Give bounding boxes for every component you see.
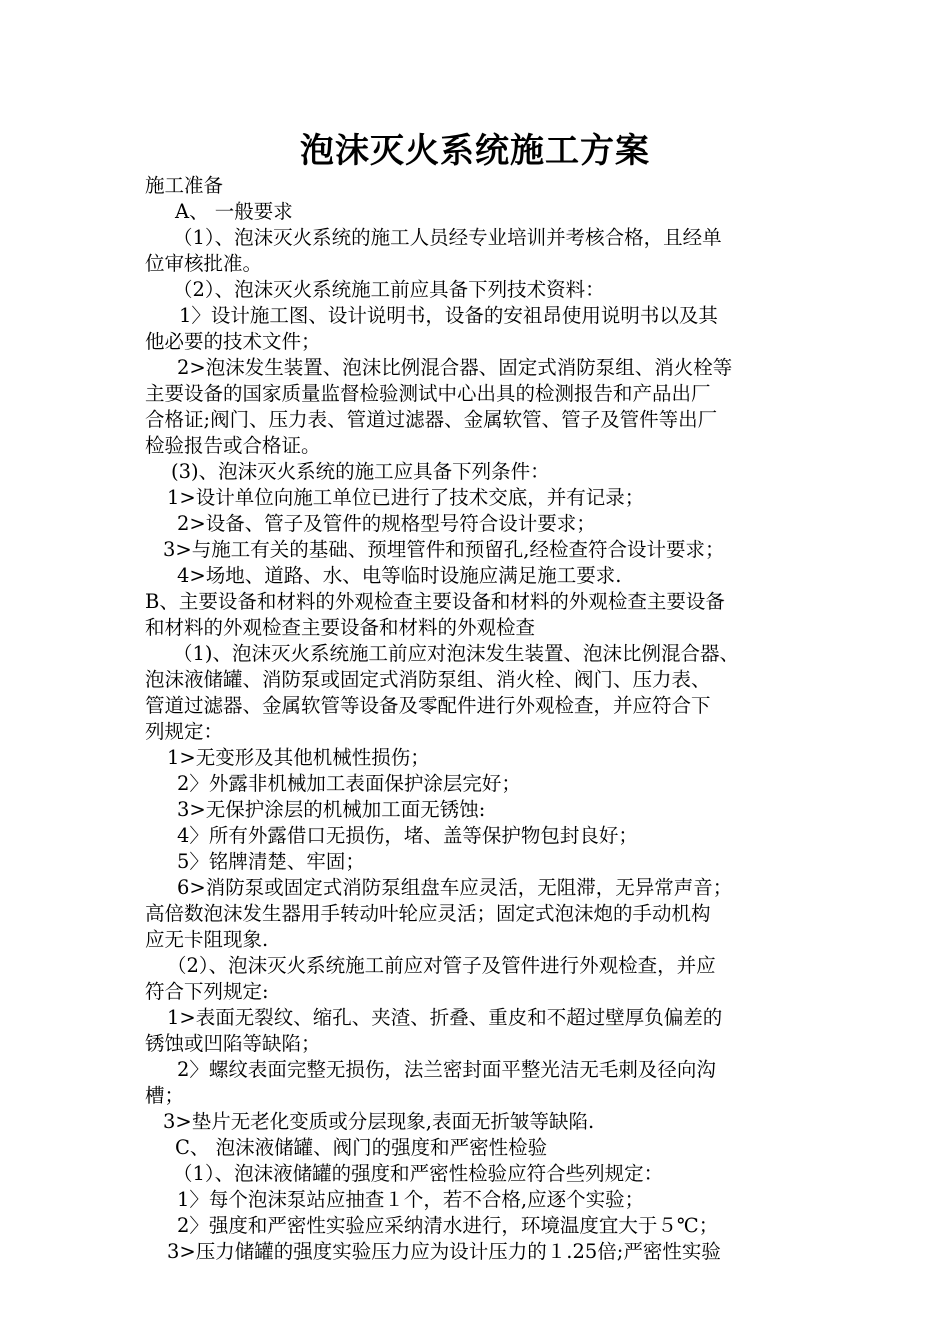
text-line: （1)、泡沫灭火系统施工前应对泡沫发生装置、泡沫比例混合器、 (173, 642, 740, 665)
text-line: 1〉设计施工图、设计说明书，设备的安祖昂使用说明书以及其 (179, 304, 718, 327)
document-body (145, 173, 825, 1265)
text-line: 3>与施工有关的基础、预埋管件和预留孔,经检查符合设计要求； (163, 538, 725, 561)
text-line: A、 一般要求 (175, 200, 293, 223)
text-line: (3)、泡沫灭火系统的施工应具备下列条件： (171, 460, 550, 483)
text-line: 6>消防泵或固定式消防泵组盘车应灵活，无阻滞，无异常声音； (177, 876, 733, 899)
text-line: 4〉所有外露借口无损伤，堵、盖等保护物包封良好； (177, 824, 638, 847)
text-line: 3>压力储罐的强度实验压力应为设计压力的１.25倍;严密性实验 (167, 1240, 721, 1263)
text-line: C、 泡沫液储罐、阀门的强度和严密性检验 (175, 1136, 548, 1159)
text-line: 他必要的技术文件； (145, 330, 321, 353)
text-line: 3>无保护涂层的机械加工面无锈蚀: (177, 798, 486, 821)
text-line: 2〉螺纹表面完整无损伤，法兰密封面平整光洁无毛刺及径向沟 (177, 1058, 716, 1081)
text-line: 1>设计单位向施工单位已进行了技术交底，并有记录； (167, 486, 645, 509)
text-line: （1）、泡沫灭火系统的施工人员经专业培训并考核合格，且经单 (173, 226, 722, 249)
text-line: 符合下列规定: (145, 980, 269, 1003)
text-line: 2〉强度和严密性实验应采纳清水进行，环境温度宜大于５℃； (177, 1214, 719, 1237)
text-line: 1>表面无裂纹、缩孔、夹渣、折叠、重皮和不超过壁厚负偏差的 (167, 1006, 723, 1029)
text-line: 施工准备 (145, 174, 224, 197)
text-line: 高倍数泡沫发生器用手转动叶轮应灵活；固定式泡沫炮的手动机构 (145, 902, 711, 925)
text-line: 合格证;阀门、压力表、管道过滤器、金属软管、管子及管件等出厂 (145, 408, 718, 431)
text-line: 主要设备的国家质量监督检验测试中心出具的检测报告和产品出厂 (145, 382, 711, 405)
text-line: 和材料的外观检查主要设备和材料的外观检查 (145, 616, 536, 639)
text-line: 管道过滤器、金属软管等设备及零配件进行外观检查，并应符合下 (145, 694, 711, 717)
text-line: 2〉外露非机械加工表面保护涂层完好； (177, 772, 521, 795)
text-line: 1>无变形及其他机械性损伤； (167, 746, 430, 769)
text-line: B、主要设备和材料的外观检查主要设备和材料的外观检查主要设备 (145, 590, 725, 613)
text-line: 1〉每个泡沫泵站应抽查１个，若不合格,应逐个实验； (177, 1188, 645, 1211)
text-line: 2>设备、管子及管件的规格型号符合设计要求； (177, 512, 596, 535)
text-line: 槽； (145, 1084, 185, 1107)
text-line: 3>垫片无老化变质或分层现象,表面无折皱等缺陷. (163, 1110, 595, 1133)
text-line: 2>泡沫发生装置、泡沫比例混合器、固定式消防泵组、消火栓等 (177, 356, 733, 379)
text-line: 位审核批准。 (145, 252, 263, 275)
text-line: 检验报告或合格证。 (145, 434, 321, 457)
text-line: 5〉铭牌清楚、牢固； (177, 850, 365, 873)
text-line: 锈蚀或凹陷等缺陷； (145, 1032, 321, 1055)
text-line: 列规定： (145, 720, 224, 743)
text-line: （1）、泡沫液储罐的强度和严密性检验应符合些列规定： (173, 1162, 664, 1185)
text-line: 泡沫液储罐、消防泵或固定式消防泵组、消火栓、阀门、压力表、 (145, 668, 711, 691)
text-line: 4>场地、道路、水、电等临时设施应满足施工要求. (177, 564, 622, 587)
text-line: （2）、泡沫灭火系统施工前应对管子及管件进行外观检查，并应 (167, 954, 716, 977)
document-title: 泡沫灭火系统施工方案 (300, 131, 650, 171)
text-line: 应无卡阻现象. (145, 928, 269, 951)
text-line: （2）、泡沫灭火系统施工前应具备下列技术资料： (173, 278, 605, 301)
